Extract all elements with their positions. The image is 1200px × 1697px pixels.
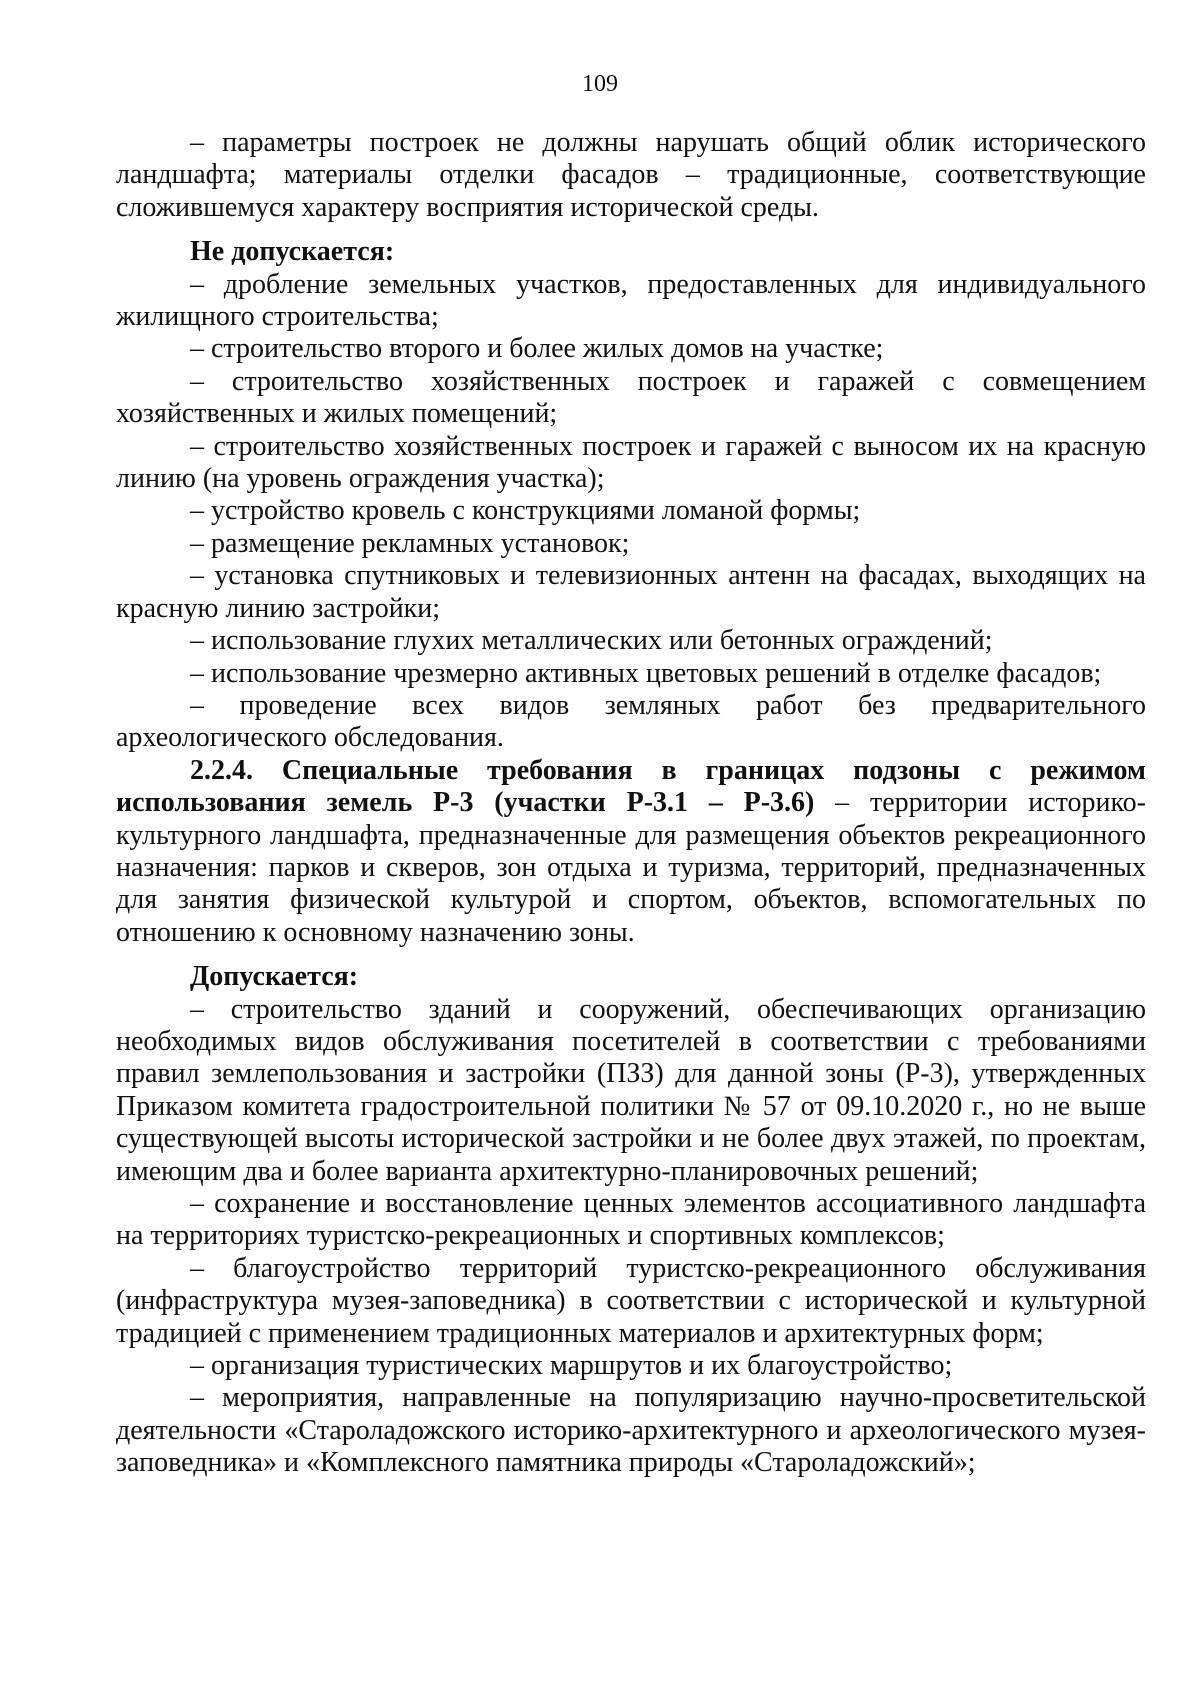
page-number: 109 [582, 71, 618, 97]
list-item: – мероприятия, направленные на популяризацию научно-просветительской деятельности «Староладожского историко-архитектурного и археологического музея-заповедника» и «Комплексного памятника природы «Староладожский»; [116, 1382, 1146, 1479]
list-item: – устройство кровель с конструкциями ломаной формы; [190, 495, 861, 527]
list-item: – использование чрезмерно активных цветовых решений в отделке фасадов; [190, 657, 1102, 689]
list-item: – организация туристических маршрутов и их благоустройство; [190, 1350, 953, 1382]
heading-not-allowed: Не допускается: [190, 236, 395, 268]
list-item: – строительство хозяйственных построек и гаражей с совмещением хозяйственных и жилых помещений; [116, 365, 1146, 430]
list-item: – размещение рекламных установок; [190, 527, 630, 559]
heading-allowed: Допускается: [190, 961, 359, 993]
list-item: – использование глухих металлических или бетонных ограждений; [190, 625, 993, 657]
section-text: – территории историко-культурного ландшафта, предназначенные для размещения объектов рекреационного назначения: парков и скверов, зон отдыха и туризма, территорий, предназначенных для занятия физической культурой и спортом, объектов, вспомогательных по отношению к основному назначению зоны. [116, 787, 1146, 948]
section-paragraph [116, 755, 1146, 949]
page-content [116, 127, 1146, 1480]
section-title: 2.2.4. Специальные требования в границах подзоны с режимом использования земель Р-3 (участки Р-3.1 – Р-3.6) [116, 754, 1146, 819]
list-item: – параметры построек не должны нарушать общий облик исторического ландшафта; материалы отделки фасадов – традиционные, соответствующие сложившемуся характеру восприятия исторической среды. [116, 127, 1146, 223]
list-item: – дробление земельных участков, предоставленных для индивидуального жилищного строительства; [116, 268, 1146, 333]
list-item: – сохранение и восстановление ценных элементов ассоциативного ландшафта на территориях туристско-рекреационных и спортивных комплексов; [116, 1188, 1146, 1252]
list-item: – благоустройство территорий туристско-рекреационного обслуживания (инфраструктура музея-заповедника) в соответствии с исторической и культурной традицией с применением традиционных материалов и архитектурных форм; [116, 1252, 1146, 1349]
list-item: – установка спутниковых и телевизионных антенн на фасадах, выходящих на красную линию застройки; [116, 560, 1146, 624]
list-item: – строительство второго и более жилых домов на участке; [190, 333, 884, 365]
list-item: – строительство зданий и сооружений, обеспечивающих организацию необходимых видов обслуживания посетителей в соответствии с требованиями правил землепользования и застройки (ПЗЗ) для данной зоны (Р-3), утвержденных Приказом комитета градостроительной политики № 57 от 09.10.2020 г., но не выше существующей высоты исторической застройки и не более двух этажей, по проектам, имеющим два и более варианта архитектурно-планировочных решений; [116, 993, 1146, 1187]
list-item: – строительство хозяйственных построек и гаражей с выносом их на красную линию (на уровень ограждения участка); [116, 430, 1146, 495]
list-item: – проведение всех видов земляных работ без предварительного археологического обследования. [116, 689, 1146, 754]
